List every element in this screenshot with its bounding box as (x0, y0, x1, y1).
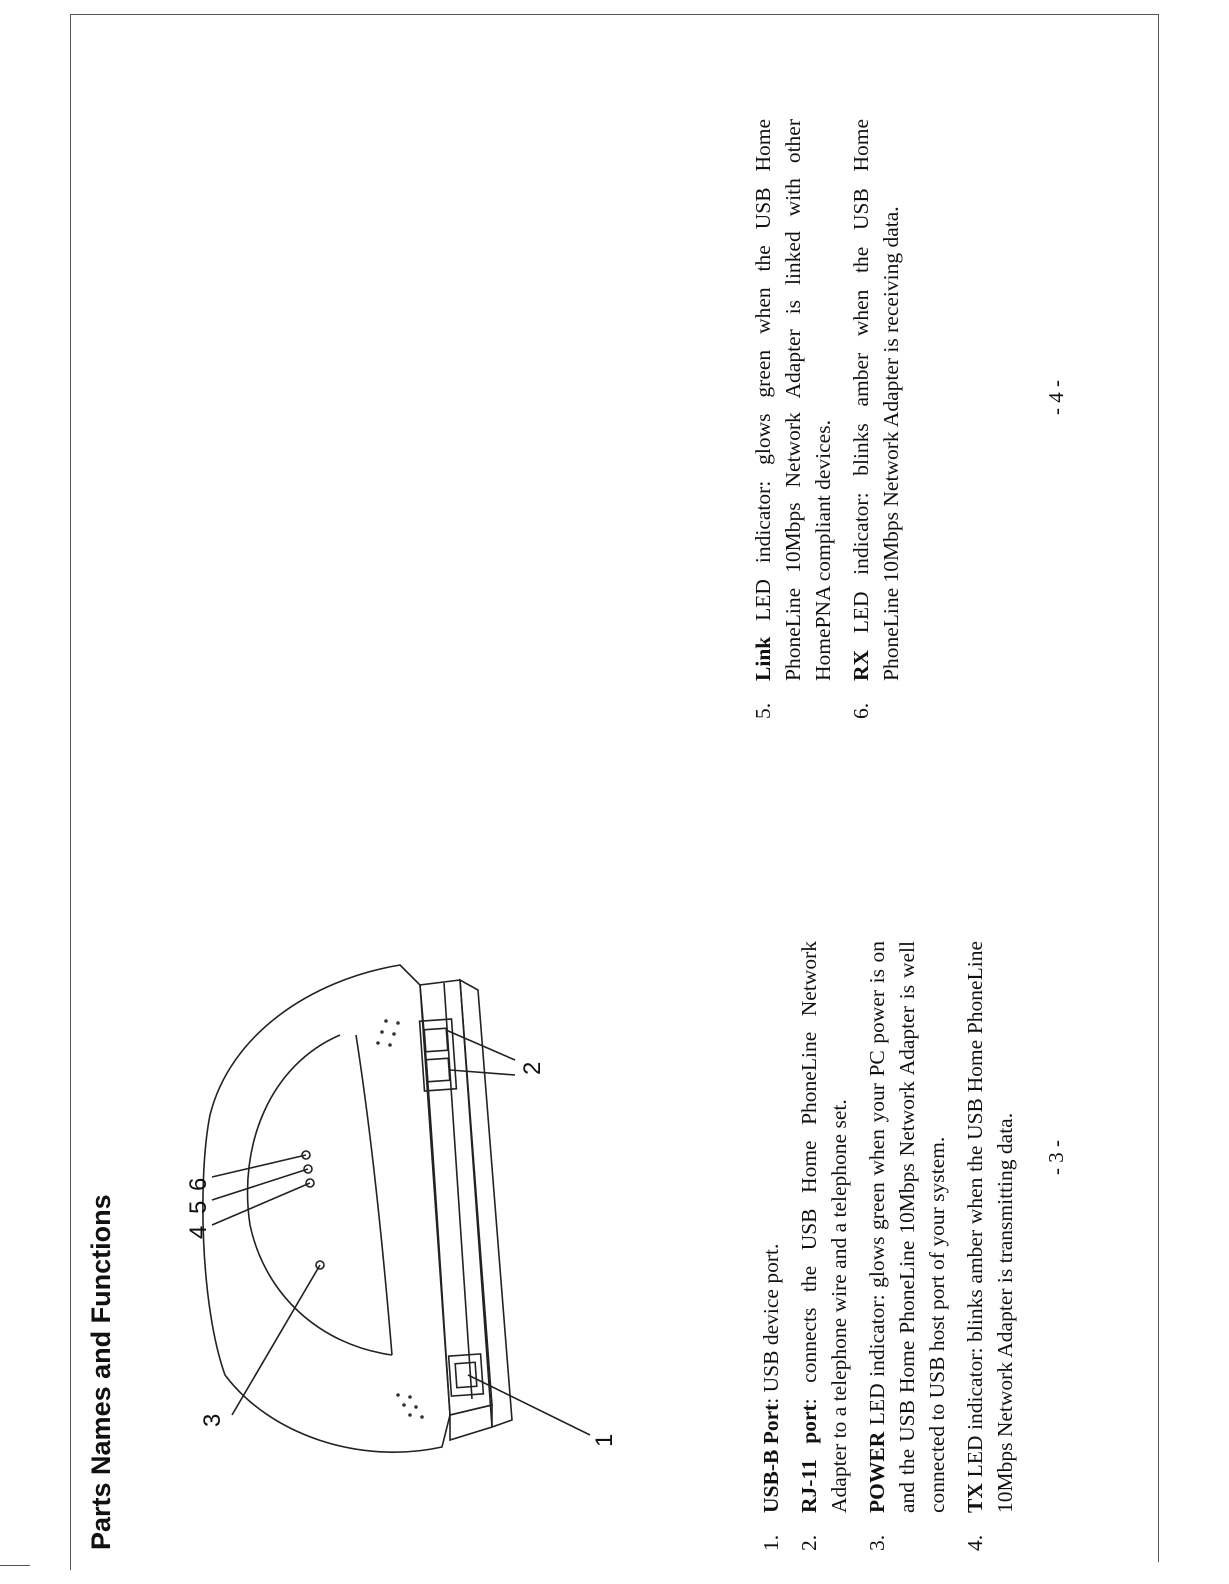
page-number-right: - 4 - (1044, 380, 1068, 415)
list-item (846, 119, 906, 719)
callout-2: 2 (519, 1061, 546, 1075)
item-term: RJ-11 port (797, 1404, 821, 1513)
item-number: 2. (797, 1534, 821, 1551)
item-number: 6. (849, 702, 873, 719)
page-number-left: - 3 - (1044, 1140, 1068, 1175)
item-text: : connects the USB Home PhoneLine Network Adapter to a telephone wire and a telephone set. (797, 941, 851, 1513)
item-text: LED indicator: blinks amber when the USB Home PhoneLine 10Mbps Network Adapter is receiving data. (849, 119, 903, 681)
page-border-top (70, 14, 1158, 15)
adapter-illustration (120, 945, 760, 1565)
scan-mark (0, 1565, 30, 1566)
item-number: 4. (963, 1534, 987, 1551)
item-number: 3. (865, 1534, 889, 1551)
item-term: POWER (865, 1431, 889, 1513)
callout-5: 5 (185, 1200, 212, 1214)
item-term: TX (963, 1483, 987, 1513)
item-number: 5. (751, 702, 775, 719)
item-text: : USB device port. (759, 1243, 783, 1404)
item-term: USB-B Port (759, 1403, 783, 1513)
list-item (756, 941, 786, 1551)
item-number: 1. (759, 1534, 783, 1551)
page-border-right (1158, 14, 1159, 1562)
list-item (794, 941, 854, 1551)
callout-3: 3 (199, 1413, 226, 1427)
callout-1: 1 (591, 1433, 618, 1447)
callout-6: 6 (185, 1177, 212, 1191)
page-border-left (70, 14, 71, 1570)
list-item (748, 119, 838, 719)
rotated-page-spread (80, 20, 1150, 1565)
item-term: Link (751, 636, 775, 681)
list-item (862, 941, 952, 1551)
page-title: Parts Names and Functions (86, 1194, 116, 1550)
item-text: LED indicator: glows green when your PC power is on and the USB Home PhoneLine 10Mbps Network Adapter is well connected to USB host port of your system. (865, 941, 949, 1513)
parts-list-right (748, 119, 914, 719)
list-item (960, 941, 1020, 1551)
item-term: RX (849, 649, 873, 681)
callout-4: 4 (185, 1225, 212, 1239)
item-text: LED indicator: blinks amber when the USB Home PhoneLine 10Mbps Network Adapter is transmitting data. (963, 941, 1017, 1513)
item-text: LED indicator: glows green when the USB Home PhoneLine 10Mbps Network Adapter is linked with other HomePNA compliant devices. (751, 119, 835, 681)
parts-list-left (756, 941, 1028, 1551)
